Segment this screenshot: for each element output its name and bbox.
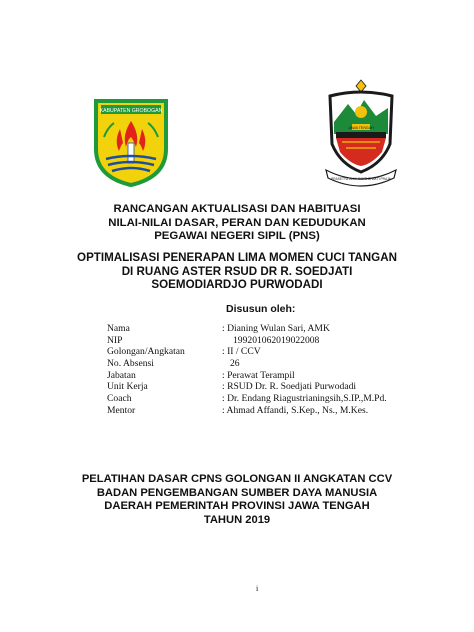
author-info-value: 26 bbox=[230, 358, 240, 370]
training-heading-line: DAERAH PEMERINTAH PROVINSI JAWA TENGAH bbox=[104, 500, 370, 512]
author-info-label: No. Absensi bbox=[107, 358, 154, 370]
author-info-label: Unit Kerja bbox=[107, 381, 148, 393]
author-info-label: Nama bbox=[107, 323, 130, 334]
author-info-value: : Dianing Wulan Sari, AMK bbox=[222, 323, 330, 334]
document-subtitle-line: DI RUANG ASTER RSUD DR R. SOEDJATI bbox=[121, 264, 353, 278]
author-info-label: Golongan/Angkatan bbox=[107, 346, 185, 358]
author-info-label: Jabatan bbox=[107, 369, 136, 381]
page-number: i bbox=[256, 584, 259, 593]
author-info-value: 199201062019022008 bbox=[233, 334, 320, 346]
author-info-value: : RSUD Dr. R. Soedjati Purwodadi bbox=[222, 381, 357, 393]
document-title-line: PEGAWAI NEGERI SIPIL (PNS) bbox=[154, 230, 320, 242]
author-info-label: Mentor bbox=[107, 404, 136, 416]
author-info-label: NIP bbox=[107, 334, 123, 346]
training-heading-line: TAHUN 2019 bbox=[203, 513, 271, 526]
document-title bbox=[40, 203, 434, 244]
author-heading: Disusun oleh: bbox=[226, 303, 296, 315]
grobogan-logo-banner: KABUPATEN GROBOGAN bbox=[99, 108, 163, 114]
document-title-line: RANCANGAN AKTUALISASI DAN HABITUASI bbox=[113, 203, 361, 215]
author-info-value: : Perawat Terampil bbox=[222, 369, 295, 381]
training-heading-line: PELATIHAN DASAR CPNS GOLONGAN II ANGKATAN CCV bbox=[81, 473, 393, 485]
training-heading-line: BADAN PENGEMBANGAN SUMBER DAYA MANUSIA bbox=[96, 486, 378, 499]
central-java-province-logo bbox=[324, 78, 398, 190]
document-subtitle-line: SOEMODIARDJO PURWODADI bbox=[151, 278, 323, 291]
document-subtitle bbox=[40, 251, 434, 292]
central-java-logo-motto: PRASETYA ULAH SAKTI BHAKTI PRAJA bbox=[331, 177, 391, 181]
author-info-value: : Ahmad Affandi, S.Kep., Ns., M.Kes. bbox=[222, 404, 369, 416]
document-subtitle-line: OPTIMALISASI PENERAPAN LIMA MOMEN CUCI TANGAN bbox=[77, 251, 397, 264]
author-info-value: : II / CCV bbox=[222, 346, 261, 358]
document-title-line: NILAI-NILAI DASAR, PERAN DAN KEDUDUKAN bbox=[108, 216, 366, 229]
training-heading bbox=[40, 473, 434, 527]
central-java-logo-banner: JAWA TENGAH bbox=[348, 126, 374, 130]
author-info-label: Coach bbox=[107, 393, 132, 405]
grobogan-regency-logo bbox=[92, 97, 170, 187]
author-info-value: : Dr. Endang Riagustrianingsih,S.IP.,M.Pd. bbox=[222, 393, 387, 405]
